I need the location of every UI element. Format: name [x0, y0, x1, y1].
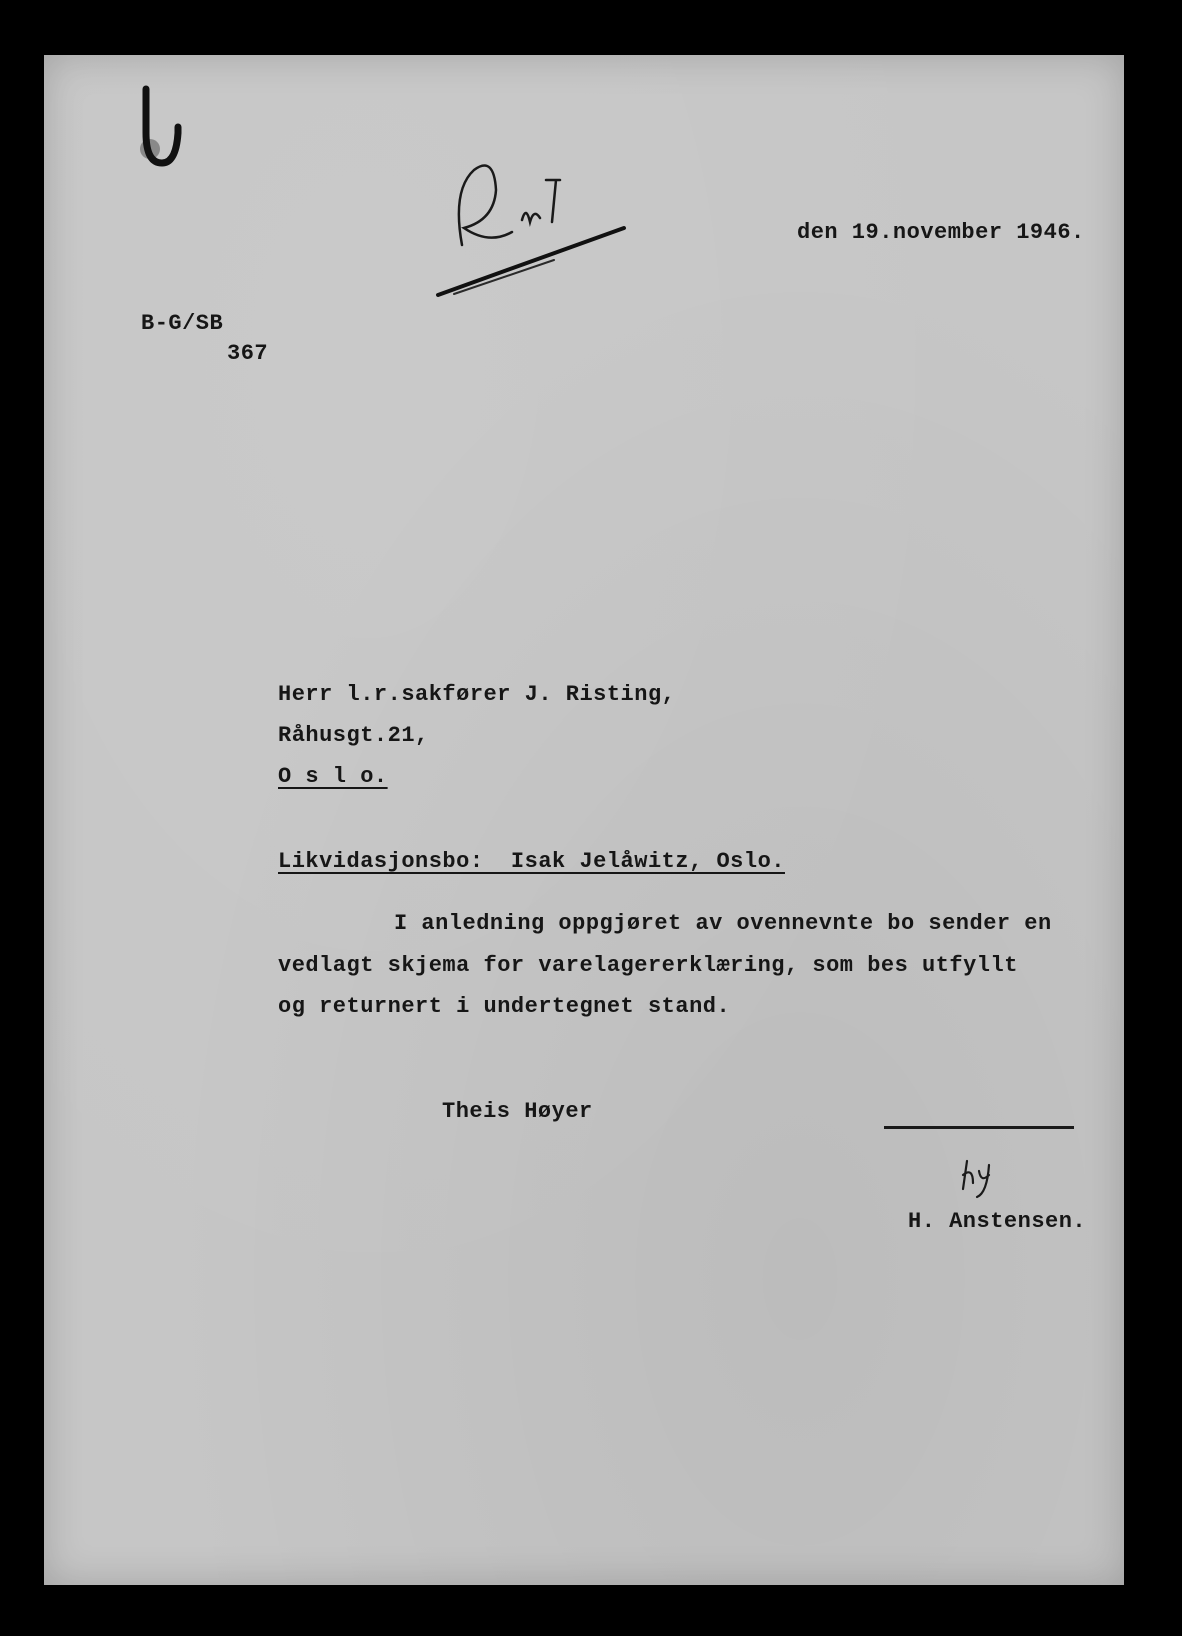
- recipient-name: Herr l.r.sakfører J. Risting,: [278, 682, 676, 707]
- signature-line: [884, 1126, 1074, 1129]
- paper-sheet: [44, 55, 1124, 1585]
- signatory-left: Theis Høyer: [442, 1099, 593, 1124]
- recipient-city: O s l o.: [278, 764, 388, 789]
- letter-date: den 19.november 1946.: [797, 220, 1085, 245]
- signatory-right: H. Anstensen.: [908, 1209, 1087, 1234]
- recipient-street: Råhusgt.21,: [278, 723, 429, 748]
- body-line-3: og returnert i undertegnet stand.: [278, 994, 731, 1019]
- body-line-2: vedlagt skjema for varelagererklæring, som bes utfyllt: [278, 953, 1018, 978]
- reference-number: 367: [227, 341, 269, 366]
- ink-hook-mark: [124, 75, 194, 185]
- handwritten-initials-top: [434, 150, 634, 310]
- subject-line: Likvidasjonsbo: Isak Jelåwitz, Oslo.: [278, 849, 785, 874]
- reference-code: B-G/SB: [141, 311, 224, 336]
- handwritten-signature-initials: [959, 1153, 1009, 1203]
- body-line-1: I anledning oppgjøret av ovennevnte bo sender en: [394, 911, 1052, 936]
